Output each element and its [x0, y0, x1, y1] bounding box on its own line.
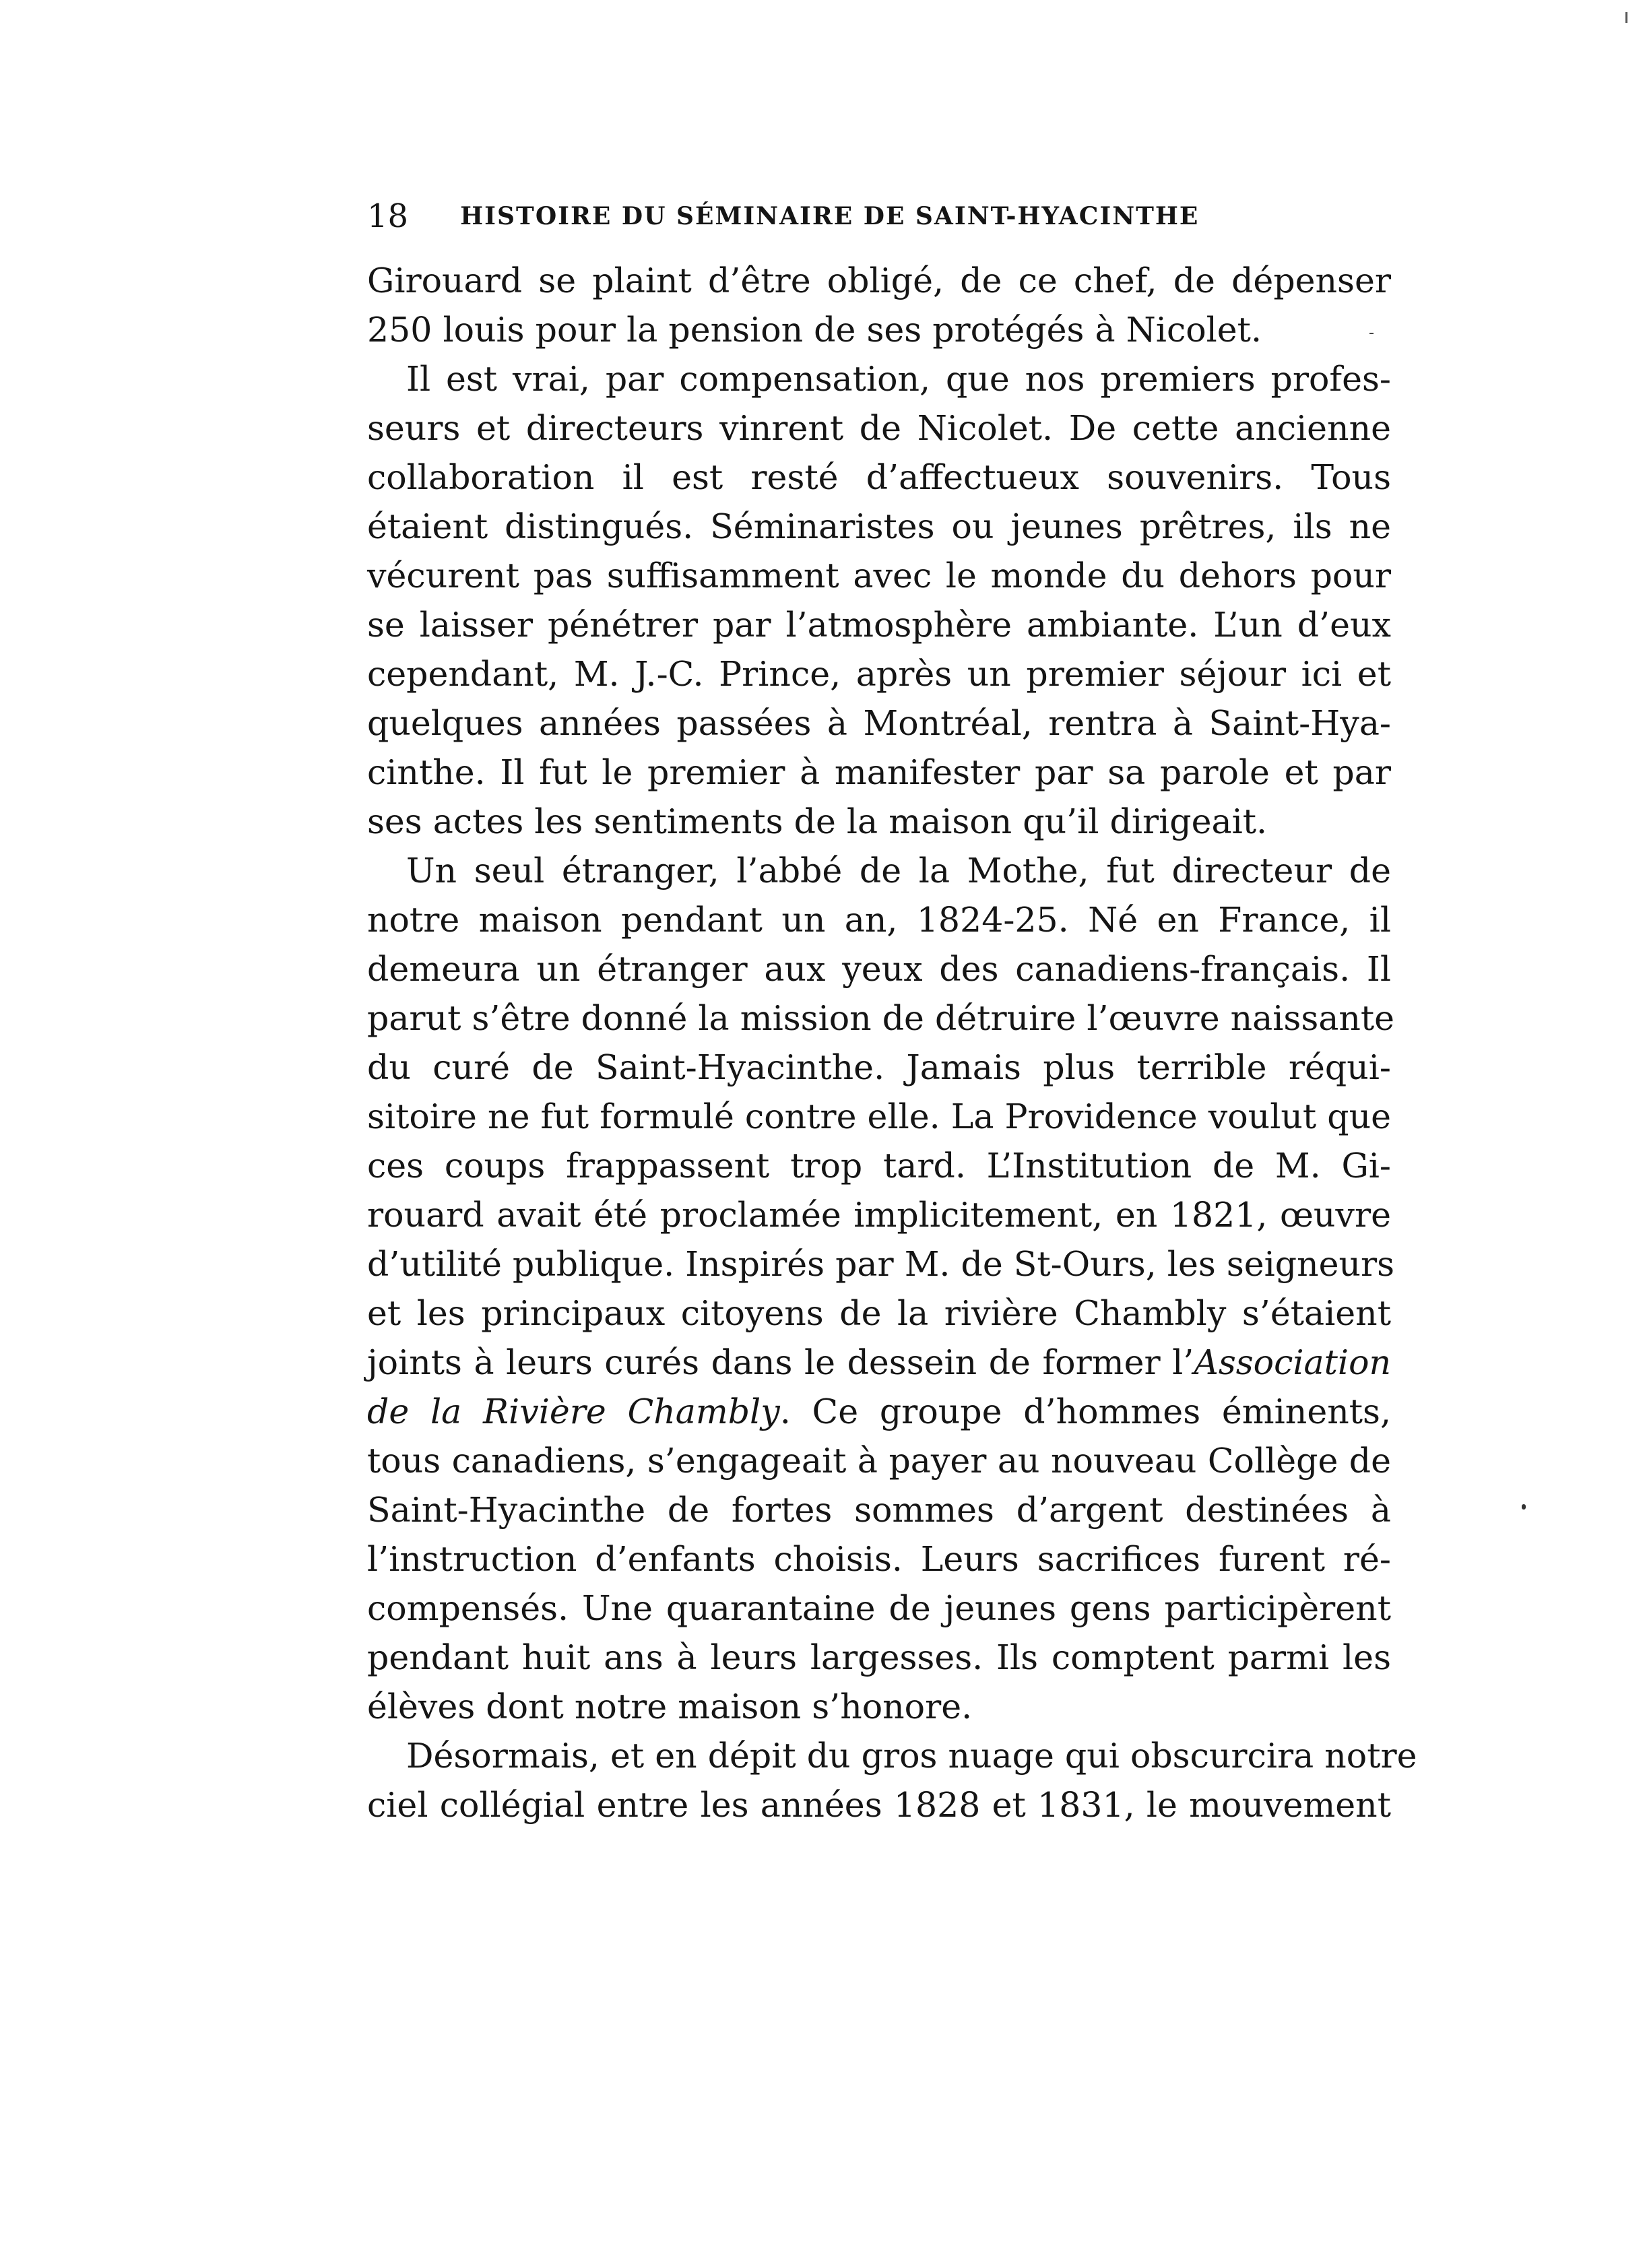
text-line: cinthe. Il fut le premier à manifester par sa parole et par: [367, 752, 1391, 792]
italic-title: Association: [1194, 1342, 1391, 1382]
text-line: Saint-Hyacinthe de fortes sommes d’argent destinées à: [367, 1490, 1391, 1530]
paragraph-3: [367, 846, 1395, 1731]
paragraph-2: [367, 354, 1391, 846]
line-text: joints à leurs curés dans le dessein de former l’: [367, 1342, 1194, 1382]
text-line: 250 louis pour la pension de ses protégés à Nicolet.: [367, 310, 1262, 350]
text-line: notre maison pendant un an, 1824-25. Né en France, il: [367, 900, 1391, 940]
paragraph-1: [367, 256, 1391, 354]
text-line: demeura un étranger aux yeux des canadiens-français. Il: [367, 949, 1391, 989]
text-line: et les principaux citoyens de la rivière Chambly s’étaient: [367, 1293, 1391, 1333]
margin-dot: [1522, 1504, 1526, 1510]
text-line: l’instruction d’enfants choisis. Leurs sacrifices furent ré-: [367, 1539, 1391, 1579]
text-line: ciel collégial entre les années 1828 et 1831, le mouvement: [367, 1785, 1391, 1825]
text-line: compensés. Une quarantaine de jeunes gens participèrent: [367, 1588, 1391, 1628]
text-line: Désormais, et en dépit du gros nuage qui obscurcira notre: [406, 1736, 1417, 1776]
italic-title-part: de la: [367, 1392, 462, 1431]
scan-edge-mark: [1625, 12, 1627, 23]
page-header: [367, 193, 1391, 240]
text-line-with-italic: [367, 1338, 1391, 1387]
text-line: ces coups frappassent trop tard. L’Institution de M. Gi-: [367, 1146, 1391, 1186]
text-line: parut s’être donné la mission de détruire l’œuvre naissante: [367, 998, 1395, 1038]
text-line: Girouard se plaint d’être obligé, de ce chef, de dépenser: [367, 261, 1391, 300]
text-line: Il est vrai, par compensation, que nos premiers profes-: [406, 359, 1391, 399]
text-line: seurs et directeurs vinrent de Nicolet. De cette ancienne: [367, 408, 1391, 448]
text-line: d’utilité publique. Inspirés par M. de St-Ours, les seigneurs: [367, 1244, 1395, 1284]
text-line: ses actes les sentiments de la maison qu’il dirigeait.: [367, 802, 1268, 841]
running-head: HISTOIRE DU SÉMINAIRE DE SAINT-HYACINTHE: [460, 202, 1200, 230]
line-text: . Ce groupe d’hommes éminents,: [779, 1392, 1391, 1431]
body-text: [367, 256, 1417, 1829]
text-line: quelques années passées à Montréal, rentra à Saint-Hya-: [367, 703, 1391, 743]
text-line: Un seul étranger, l’abbé de la Mothe, fut directeur de: [406, 851, 1391, 890]
italic-title: Rivière Chambly: [483, 1392, 780, 1431]
text-line-with-italic: [367, 1387, 1391, 1436]
text-line: étaient distingués. Séminaristes ou jeunes prêtres, ils ne: [367, 507, 1391, 546]
text-line: tous canadiens, s’engageait à payer au nouveau Collège de: [367, 1441, 1391, 1481]
text-line: collaboration il est resté d’affectueux souvenirs. Tous: [367, 457, 1391, 497]
text-line: élèves dont notre maison s’honore.: [367, 1687, 973, 1726]
text-line: cependant, M. J.-C. Prince, après un premier séjour ici et: [367, 654, 1391, 694]
text-line: se laisser pénétrer par l’atmosphère ambiante. L’un d’eux: [367, 605, 1391, 645]
text-line: rouard avait été proclamée implicitement, en 1821, œuvre: [367, 1195, 1391, 1235]
text-line: du curé de Saint-Hyacinthe. Jamais plus terrible réqui-: [367, 1047, 1391, 1087]
text-line: pendant huit ans à leurs largesses. Ils comptent parmi les: [367, 1638, 1391, 1677]
text-line: sitoire ne fut formulé contre elle. La Providence voulut que: [367, 1097, 1391, 1136]
page-number: 18: [367, 197, 409, 235]
text-line: vécurent pas suffisamment avec le monde du dehors pour: [367, 556, 1391, 595]
paragraph-4: [367, 1731, 1417, 1829]
